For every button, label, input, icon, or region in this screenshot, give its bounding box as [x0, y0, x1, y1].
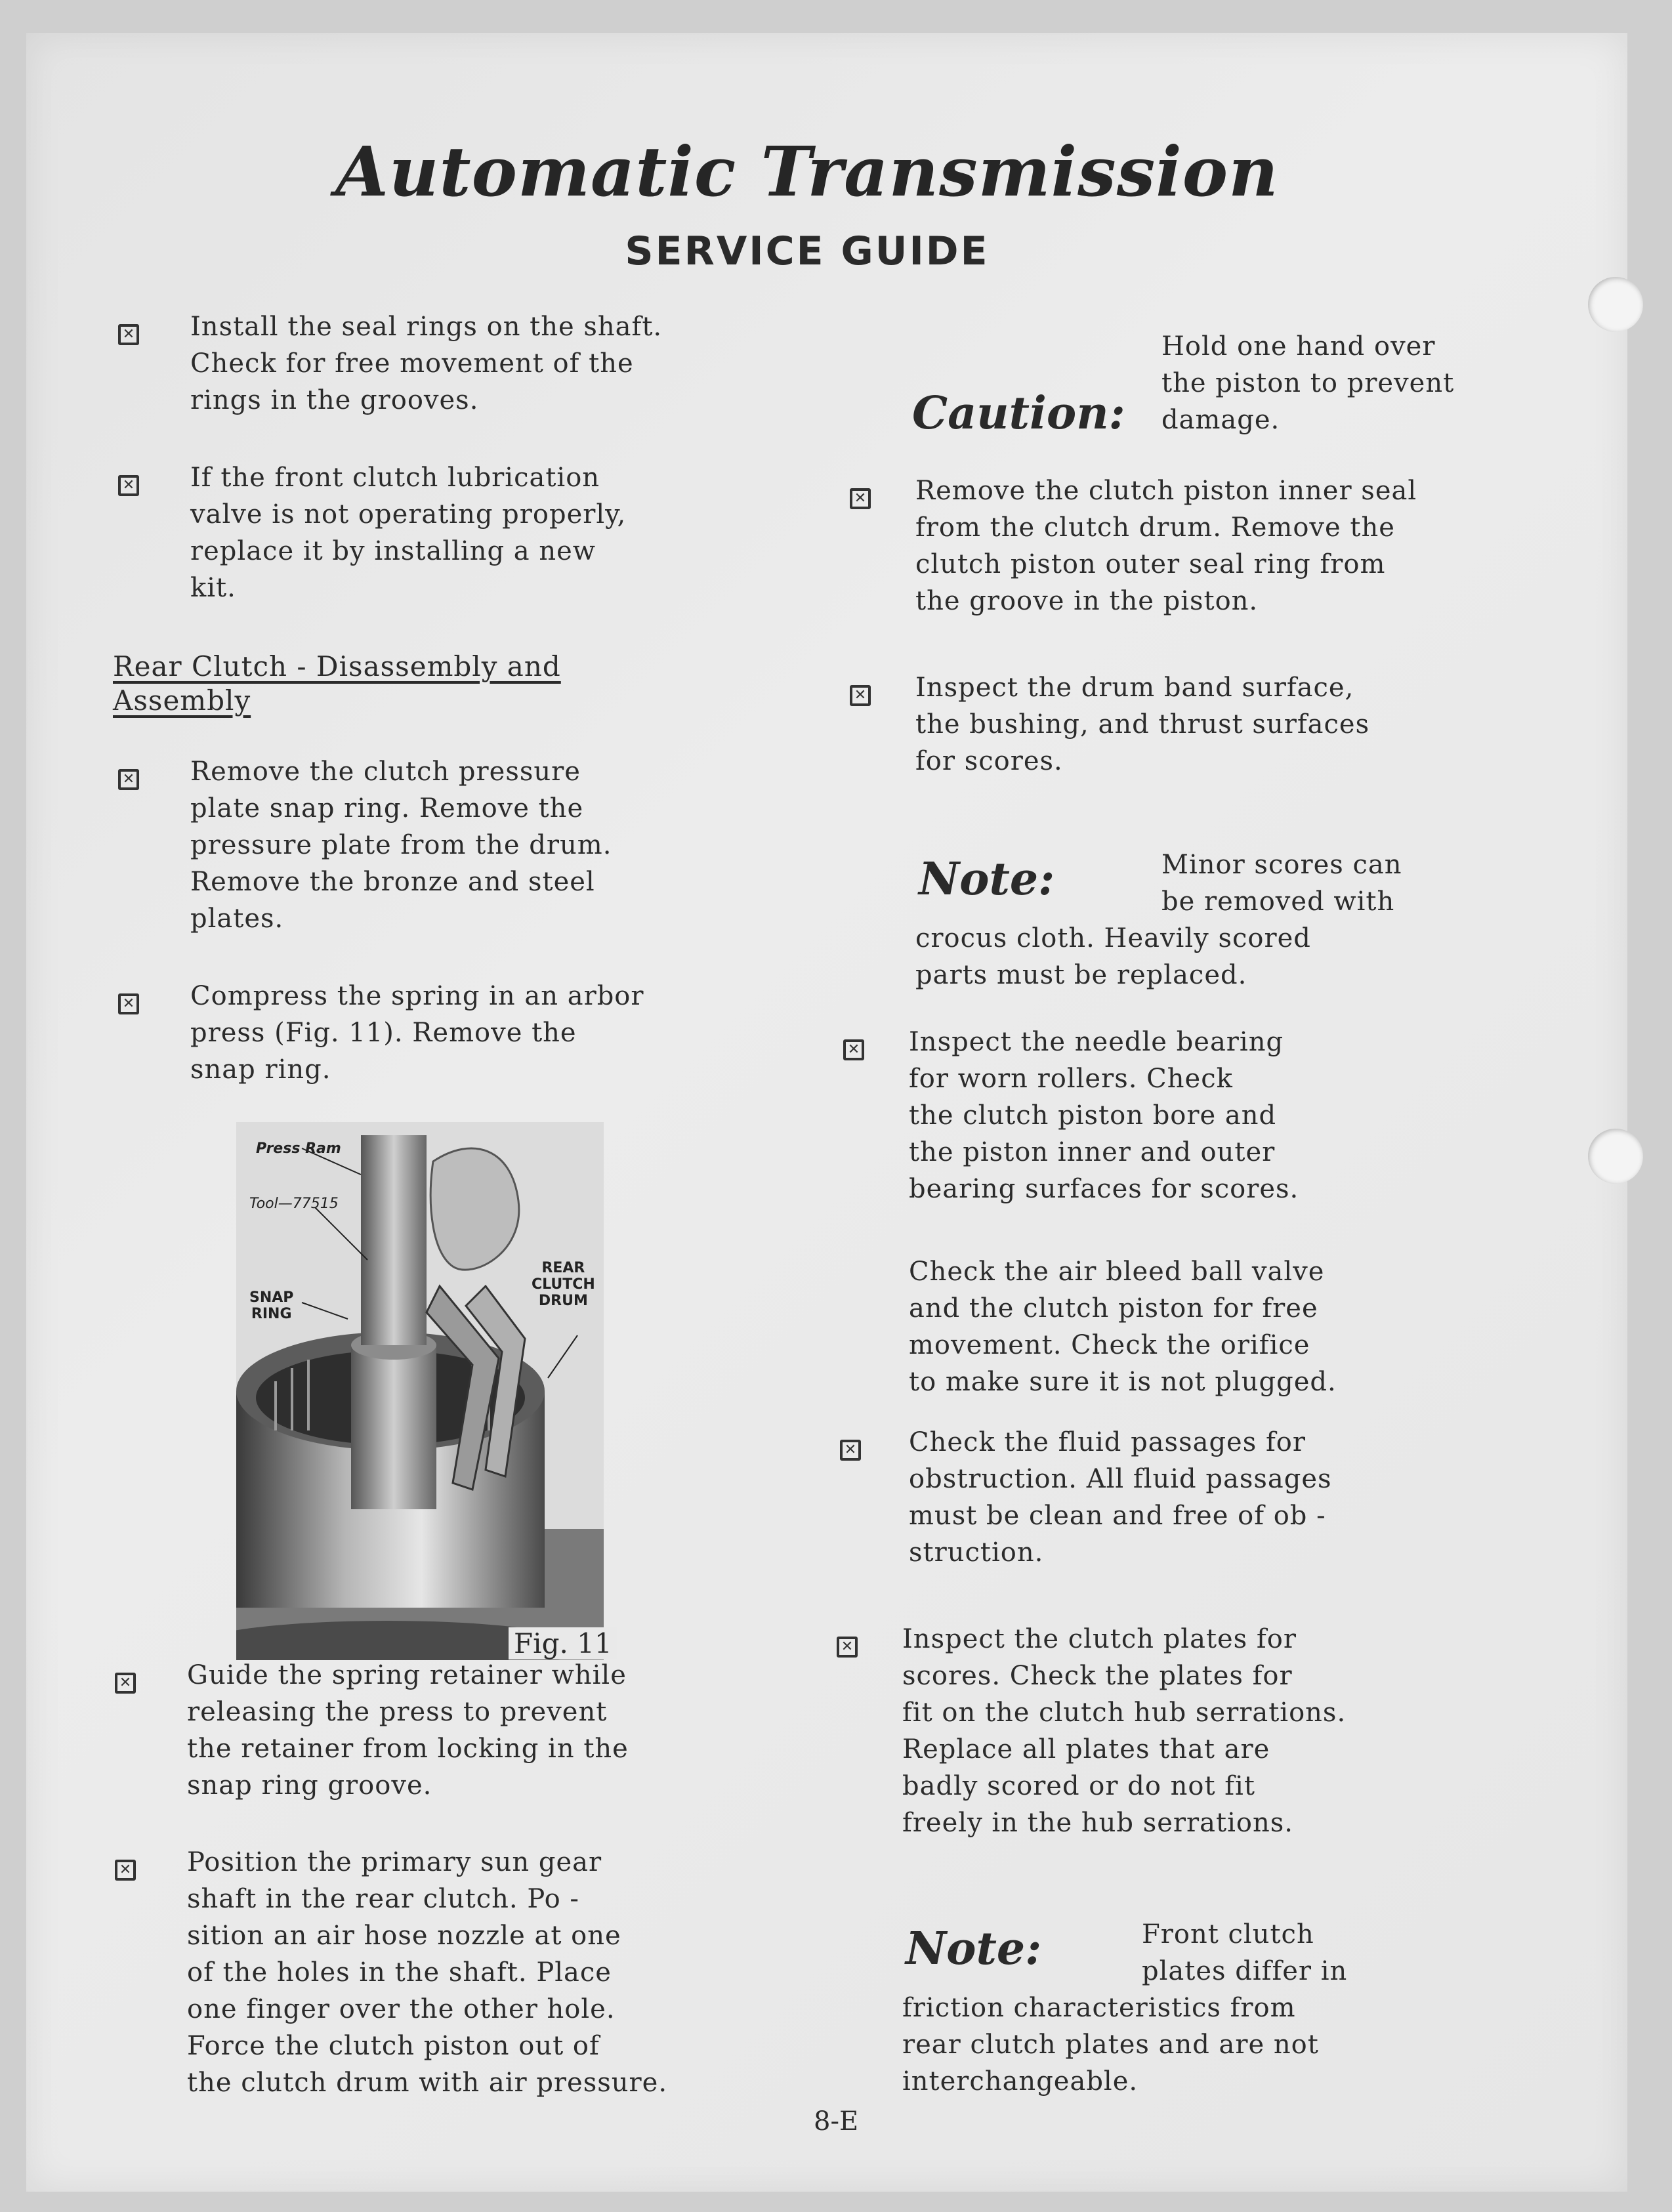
figure-caption: Fig. 11 — [509, 1627, 617, 1659]
checkbox-bullet-icon: ✕ — [115, 1860, 136, 1881]
paragraph-text: Check the air bleed ball valve and the clutch piston for free movement. Check the orifice to make sure it is not plugged. — [909, 1257, 1337, 1397]
list-item-text: Install the seal rings on the shaft. Check for free movement of the rings in the grooves. — [190, 312, 663, 415]
note-text-below: friction characteristics from rear clutch plates and are not interchangeable. — [902, 1993, 1319, 2097]
label-press-ram: Press Ram — [256, 1140, 341, 1157]
list-item-text: Check the fluid passages for obstruction. All fluid passages must be clean and free of ob - struction. — [909, 1427, 1332, 1568]
note-text-right: Minor scores can be removed with — [1161, 850, 1402, 917]
label-rear-clutch-drum: REAR CLUTCH DRUM — [532, 1260, 595, 1309]
note-text-below: crocus cloth. Heavily scored parts must be replaced. — [915, 923, 1311, 990]
caution-label: Caution: — [912, 387, 1125, 440]
checkbox-bullet-icon: ✕ — [850, 488, 871, 509]
section-heading: Rear Clutch - Disassembly and Assembly — [113, 650, 561, 717]
page-title: Automatic Transmission — [335, 131, 1279, 212]
list-item-text: Inspect the needle bearing for worn rollers. Check the clutch piston bore and the piston inner and outer bearing surfaces for scores. — [909, 1027, 1299, 1204]
label-snap-ring: SNAP RING — [249, 1289, 294, 1322]
list-item-text: Remove the clutch pressure plate snap ring. Remove the pressure plate from the drum. Remove the bronze and steel plates. — [190, 757, 612, 934]
checkbox-bullet-icon: ✕ — [118, 324, 139, 345]
page-number: 8-E — [814, 2106, 859, 2137]
checkbox-bullet-icon: ✕ — [840, 1440, 861, 1461]
list-item-text: If the front clutch lubrication valve is not operating properly, replace it by installing a new kit. — [190, 463, 627, 603]
checkbox-bullet-icon: ✕ — [118, 993, 139, 1014]
label-tool: Tool—77515 — [249, 1196, 339, 1212]
list-item-text: Position the primary sun gear shaft in the rear clutch. Po - sition an air hose nozzle at one of the holes in the shaft. Place one finger over the other hole. Force the clutch piston out of the clutch drum with air pressure. — [187, 1847, 668, 2098]
figure-11 — [236, 1122, 604, 1660]
note-label: Note: — [919, 853, 1055, 906]
caution-text: Hold one hand over the piston to prevent damage. — [1161, 331, 1455, 435]
list-item-text: Inspect the clutch plates for scores. Check the plates for fit on the clutch hub serrations. Replace all plates that are badly scored or do not fit freely in the hub serrations. — [902, 1624, 1347, 1838]
note-text-right: Front clutch plates differ in — [1142, 1919, 1348, 1986]
checkbox-bullet-icon: ✕ — [118, 475, 139, 496]
list-item-text: Compress the spring in an arbor press (Fig. 11). Remove the snap ring. — [190, 981, 644, 1085]
checkbox-bullet-icon: ✕ — [115, 1673, 136, 1694]
checkbox-bullet-icon: ✕ — [843, 1039, 864, 1060]
list-item-text: Guide the spring retainer while releasing the press to prevent the retainer from locking in the snap ring groove. — [187, 1660, 629, 1801]
page-subtitle: SERVICE GUIDE — [625, 228, 990, 274]
list-item-text: Inspect the drum band surface, the bushing, and thrust surfaces for scores. — [915, 673, 1370, 776]
checkbox-bullet-icon: ✕ — [837, 1637, 858, 1658]
checkbox-bullet-icon: ✕ — [118, 769, 139, 790]
document-page — [26, 33, 1627, 2192]
list-item-text: Remove the clutch piston inner seal from the clutch drum. Remove the clutch piston outer seal ring from the groove in the piston. — [915, 476, 1417, 616]
binder-hole-top — [1588, 277, 1643, 332]
note-label: Note: — [906, 1923, 1042, 1975]
checkbox-bullet-icon: ✕ — [850, 685, 871, 706]
